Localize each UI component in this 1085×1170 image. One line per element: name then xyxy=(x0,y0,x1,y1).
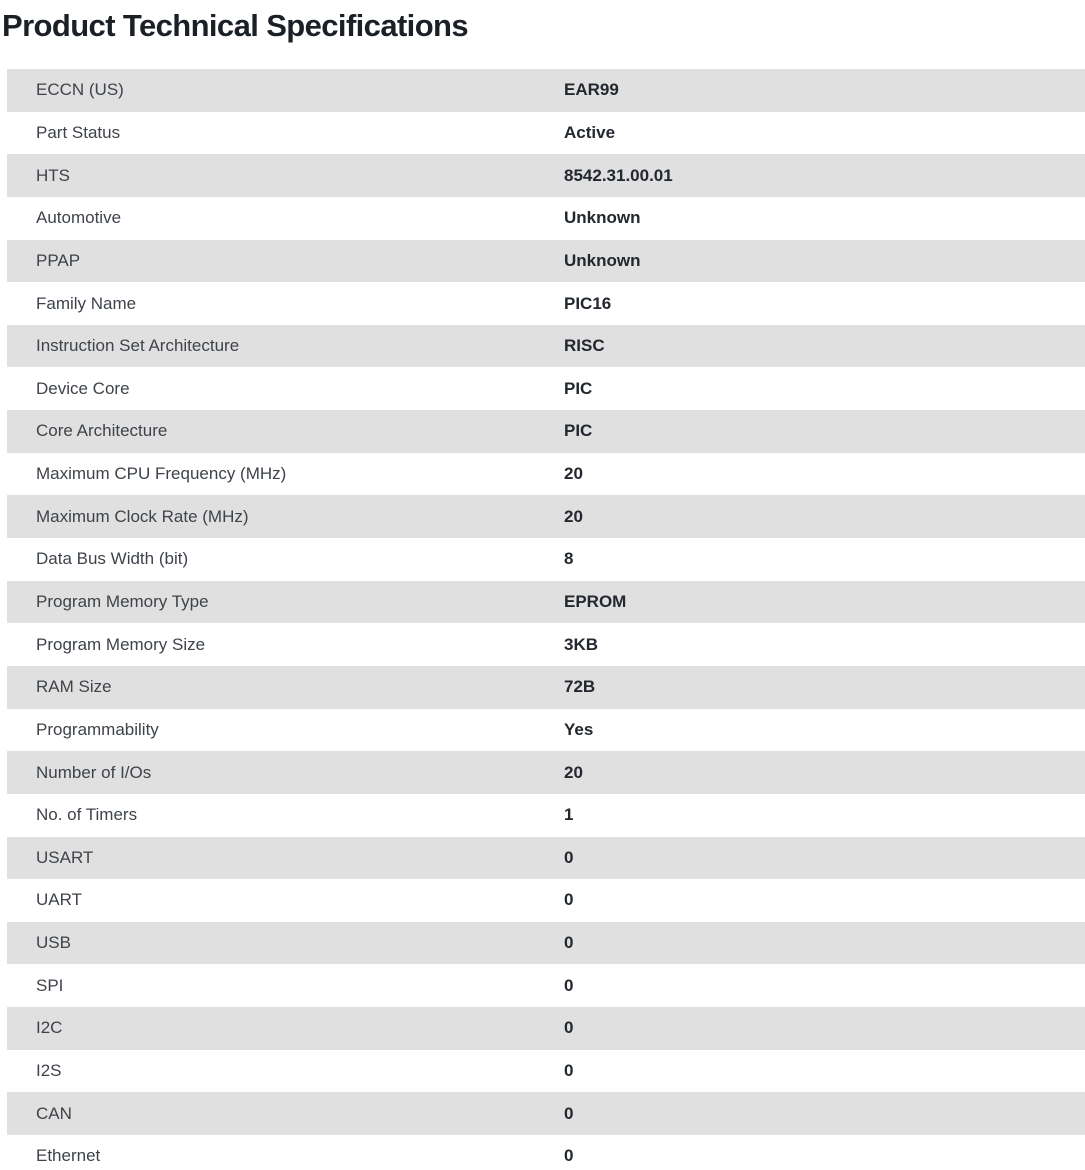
spec-value: EAR99 xyxy=(564,80,619,100)
spec-value: Unknown xyxy=(564,250,641,270)
spec-label: PPAP xyxy=(36,250,81,270)
table-row xyxy=(7,666,1085,709)
spec-value: Yes xyxy=(564,719,594,739)
spec-value: 3KB xyxy=(564,634,599,654)
spec-value: 72B xyxy=(564,677,596,697)
table-row xyxy=(7,879,1085,922)
spec-value: PIC xyxy=(564,421,593,441)
spec-label: Maximum Clock Rate (MHz) xyxy=(36,506,249,526)
spec-label: RAM Size xyxy=(36,677,112,697)
spec-label: Program Memory Type xyxy=(36,592,209,611)
spec-label: CAN xyxy=(36,1103,72,1123)
spec-value: PIC xyxy=(564,378,593,398)
table-row xyxy=(7,325,1085,368)
page-title: Product Technical Specifications xyxy=(2,8,469,43)
table-row xyxy=(7,1135,1085,1170)
spec-label: Core Architecture xyxy=(36,421,168,441)
table-row xyxy=(7,623,1085,666)
spec-value: 0 xyxy=(564,1061,574,1081)
table-row xyxy=(7,453,1085,496)
table-row xyxy=(7,1050,1085,1093)
table-row xyxy=(7,1092,1085,1135)
spec-value: 0 xyxy=(564,933,574,953)
table-row xyxy=(7,794,1085,837)
table-row xyxy=(7,367,1085,410)
table-row xyxy=(7,709,1085,752)
spec-value: 0 xyxy=(564,1146,574,1166)
spec-value: 20 xyxy=(564,464,583,484)
table-row xyxy=(7,495,1085,538)
spec-label: I2C xyxy=(36,1018,63,1038)
table-row xyxy=(7,751,1085,794)
table-row xyxy=(7,282,1085,325)
table-row xyxy=(7,581,1085,624)
spec-value: EPROM xyxy=(564,592,627,611)
spec-label: ECCN (US) xyxy=(36,80,124,100)
spec-label: Program Memory Size xyxy=(36,634,206,654)
spec-label: USART xyxy=(36,847,94,867)
spec-value: RISC xyxy=(564,336,605,356)
spec-label: Instruction Set Architecture xyxy=(36,336,240,356)
spec-label: Number of I/Os xyxy=(36,762,152,782)
table-row xyxy=(7,964,1085,1007)
table-row xyxy=(7,922,1085,965)
spec-label: HTS xyxy=(36,165,70,185)
spec-value: 0 xyxy=(564,975,574,995)
spec-value: 1 xyxy=(564,805,574,825)
table-row xyxy=(7,197,1085,240)
spec-label: I2S xyxy=(36,1061,62,1081)
spec-value: PIC16 xyxy=(564,293,612,313)
spec-value: 0 xyxy=(564,1018,574,1038)
spec-value: 0 xyxy=(564,1103,574,1123)
spec-label: USB xyxy=(36,933,71,953)
spec-value: 8 xyxy=(564,549,574,569)
table-row xyxy=(7,69,1085,112)
table-row xyxy=(7,837,1085,880)
spec-value: Unknown xyxy=(564,208,641,228)
spec-value: Active xyxy=(564,122,616,142)
spec-label: No. of Timers xyxy=(36,805,138,825)
table-row xyxy=(7,1007,1085,1050)
table-row xyxy=(7,154,1085,197)
spec-label: SPI xyxy=(36,975,64,995)
spec-label: Device Core xyxy=(36,378,130,398)
spec-label: Family Name xyxy=(36,293,137,313)
spec-label: Maximum CPU Frequency (MHz) xyxy=(36,464,287,484)
spec-value: 0 xyxy=(564,847,574,867)
table-row xyxy=(7,538,1085,581)
spec-table xyxy=(7,69,1085,1170)
spec-label: Part Status xyxy=(36,122,121,142)
spec-value: 20 xyxy=(564,506,583,526)
spec-value: 0 xyxy=(564,890,574,910)
spec-label: UART xyxy=(36,890,82,910)
table-row xyxy=(7,410,1085,453)
spec-label: Data Bus Width (bit) xyxy=(36,549,189,569)
spec-value: 8542.31.00.01 xyxy=(564,165,673,185)
table-row xyxy=(7,112,1085,155)
spec-label: Programmability xyxy=(36,719,159,739)
spec-value: 20 xyxy=(564,762,583,782)
table-row xyxy=(7,240,1085,283)
spec-label: Automotive xyxy=(36,208,122,228)
spec-label: Ethernet xyxy=(36,1146,101,1166)
